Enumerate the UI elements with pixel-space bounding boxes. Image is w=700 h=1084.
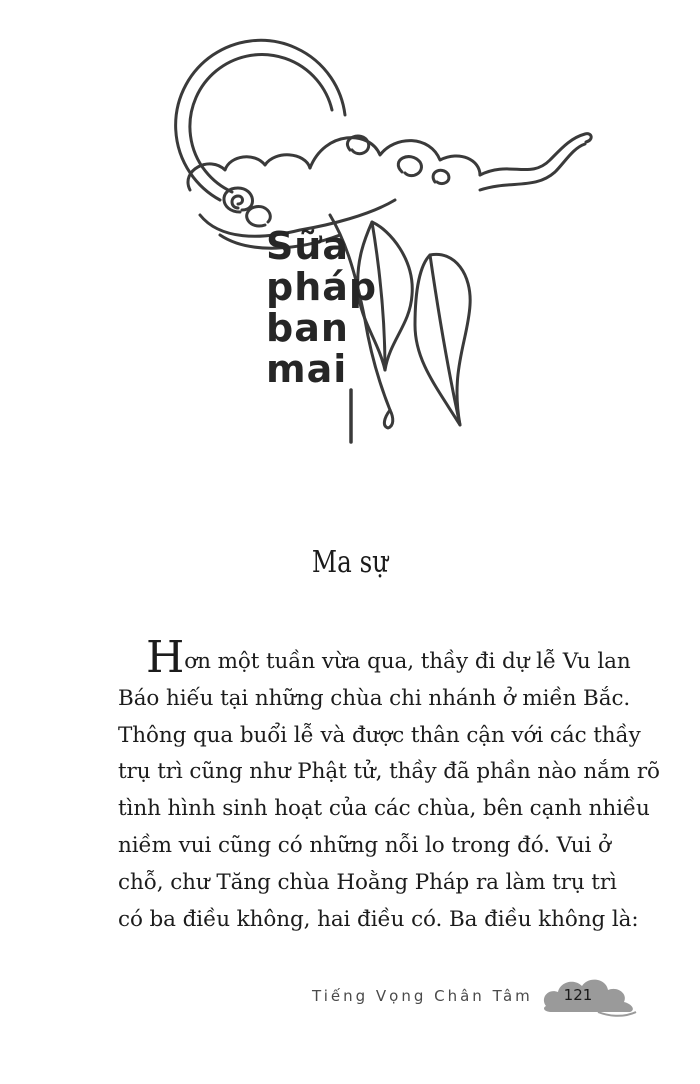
logo-word: mai <box>266 347 348 391</box>
text-line: chỗ, chư Tăng chùa Hoằng Pháp ra làm trụ trì <box>118 869 617 895</box>
text-line: có ba điều không, hai điều có. Ba điều không là: <box>118 906 639 932</box>
logo-word: Sữa <box>266 224 350 268</box>
running-title: Tiếng Vọng Chân Tâm <box>312 987 533 1005</box>
cloud-icon <box>188 134 591 249</box>
page-number: 121 <box>563 986 593 1004</box>
body-paragraph <box>118 632 660 938</box>
text-line-content: ơn một tuần vừa qua, thầy đi dự lễ Vu lan <box>184 649 631 674</box>
text-line: trụ trì cũng như Phật tử, thầy đã phần nào nắm rõ <box>118 759 660 785</box>
bodhi-leaf-cloud-illustration <box>180 40 600 450</box>
text-line: Thông qua buổi lễ và được thân cận với các thầy <box>118 722 641 748</box>
logo-word: pháp <box>266 265 378 309</box>
text-line <box>118 632 631 683</box>
drop-cap: H <box>146 632 185 683</box>
chapter-title: Ma sự <box>311 545 389 580</box>
logo-word: ban <box>266 306 349 350</box>
moon-icon <box>176 40 345 200</box>
text-line: Báo hiếu tại những chùa chi nhánh ở miền Bắc. <box>118 685 631 711</box>
text-line: niềm vui cũng có những nỗi lo trong đó. Vui ở <box>118 832 611 858</box>
text-line: tình hình sinh hoạt của các chùa, bên cạnh nhiều <box>118 796 650 822</box>
